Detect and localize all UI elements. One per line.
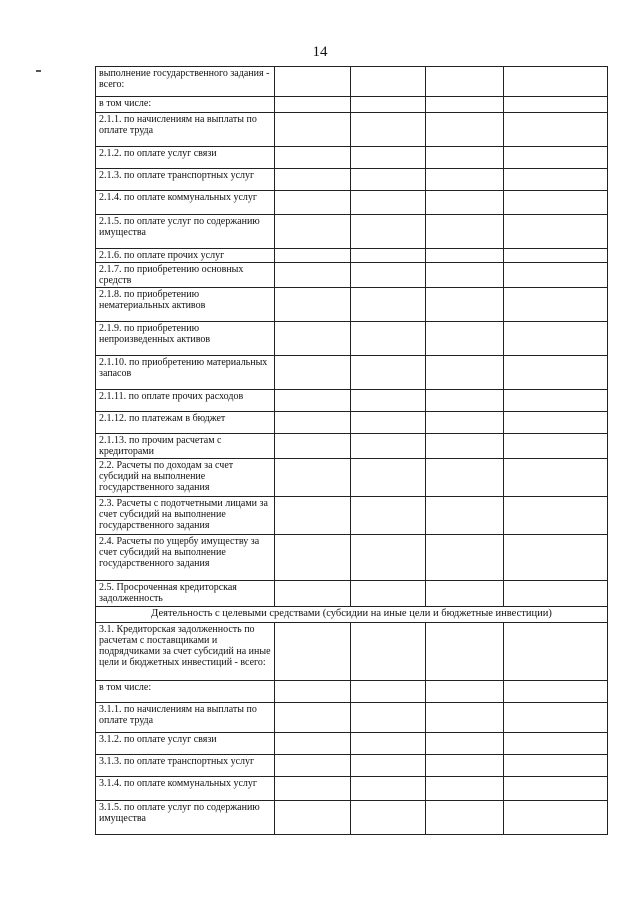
- row-label: 2.1.7. по приобретению основных средств: [96, 263, 275, 288]
- value-cell: [504, 263, 608, 288]
- table-row: [96, 459, 608, 497]
- value-cell: [426, 169, 504, 191]
- value-cell: [504, 288, 608, 322]
- value-cell: [504, 535, 608, 581]
- value-cell: [426, 322, 504, 356]
- value-cell: [351, 623, 426, 681]
- row-label: 3.1.5. по оплате услуг по содержанию имущества: [96, 801, 275, 835]
- table-row: [96, 288, 608, 322]
- value-cell: [275, 97, 351, 113]
- value-cell: [426, 434, 504, 459]
- value-cell: [504, 801, 608, 835]
- value-cell: [351, 113, 426, 147]
- value-cell: [351, 497, 426, 535]
- row-label: 2.4. Расчеты по ущербу имуществу за счет субсидий на выполнение государственного задания: [96, 535, 275, 581]
- value-cell: [504, 755, 608, 777]
- value-cell: [426, 535, 504, 581]
- table-row: [96, 497, 608, 535]
- row-label: 2.1.13. по прочим расчетам с кредиторами: [96, 434, 275, 459]
- value-cell: [275, 412, 351, 434]
- table-row: [96, 703, 608, 733]
- value-cell: [504, 703, 608, 733]
- row-label: 3.1.1. по начислениям на выплаты по оплате труда: [96, 703, 275, 733]
- value-cell: [351, 777, 426, 801]
- row-label: 2.1.9. по приобретению непроизведенных активов: [96, 322, 275, 356]
- value-cell: [426, 288, 504, 322]
- value-cell: [351, 169, 426, 191]
- value-cell: [504, 356, 608, 390]
- value-cell: [504, 191, 608, 215]
- table-row: [96, 434, 608, 459]
- table-row: [96, 356, 608, 390]
- value-cell: [426, 263, 504, 288]
- row-label: 2.3. Расчеты с подотчетными лицами за счет субсидий на выполнение государственного задания: [96, 497, 275, 535]
- value-cell: [426, 703, 504, 733]
- value-cell: [426, 733, 504, 755]
- value-cell: [351, 755, 426, 777]
- value-cell: [275, 681, 351, 703]
- value-cell: [426, 67, 504, 97]
- row-label: 2.1.3. по оплате транспортных услуг: [96, 169, 275, 191]
- value-cell: [275, 356, 351, 390]
- table-row: [96, 249, 608, 263]
- value-cell: [351, 681, 426, 703]
- value-cell: [351, 733, 426, 755]
- table-row: [96, 733, 608, 755]
- table-row: [96, 113, 608, 147]
- value-cell: [504, 113, 608, 147]
- value-cell: [426, 412, 504, 434]
- value-cell: [351, 322, 426, 356]
- value-cell: [275, 777, 351, 801]
- value-cell: [275, 288, 351, 322]
- row-label: 2.1.10. по приобретению материальных запасов: [96, 356, 275, 390]
- value-cell: [351, 703, 426, 733]
- value-cell: [504, 390, 608, 412]
- value-cell: [275, 67, 351, 97]
- value-cell: [426, 249, 504, 263]
- value-cell: [504, 581, 608, 607]
- table-row: [96, 322, 608, 356]
- value-cell: [504, 67, 608, 97]
- section-header: Деятельность с целевыми средствами (субсидии на иные цели и бюджетные инвестиции): [96, 607, 608, 623]
- table-row: [96, 215, 608, 249]
- value-cell: [351, 67, 426, 97]
- table-row: [96, 623, 608, 681]
- value-cell: [426, 97, 504, 113]
- value-cell: [426, 777, 504, 801]
- value-cell: [275, 801, 351, 835]
- value-cell: [426, 215, 504, 249]
- value-cell: [504, 434, 608, 459]
- table-row: [96, 191, 608, 215]
- value-cell: [504, 733, 608, 755]
- value-cell: [275, 623, 351, 681]
- value-cell: [351, 356, 426, 390]
- value-cell: [504, 97, 608, 113]
- value-cell: [351, 191, 426, 215]
- row-label: 3.1.4. по оплате коммунальных услуг: [96, 777, 275, 801]
- value-cell: [275, 191, 351, 215]
- value-cell: [504, 777, 608, 801]
- table-row: [96, 390, 608, 412]
- row-label: 3.1.3. по оплате транспортных услуг: [96, 755, 275, 777]
- value-cell: [275, 249, 351, 263]
- value-cell: [426, 390, 504, 412]
- row-label: 2.1.11. по оплате прочих расходов: [96, 390, 275, 412]
- value-cell: [275, 169, 351, 191]
- value-cell: [504, 249, 608, 263]
- table-row: [96, 97, 608, 113]
- table-row: [96, 169, 608, 191]
- value-cell: [426, 497, 504, 535]
- value-cell: [351, 412, 426, 434]
- value-cell: [504, 412, 608, 434]
- value-cell: [504, 497, 608, 535]
- value-cell: [351, 434, 426, 459]
- table-row: [96, 147, 608, 169]
- value-cell: [426, 681, 504, 703]
- value-cell: [504, 681, 608, 703]
- table-row: [96, 67, 608, 97]
- value-cell: [275, 535, 351, 581]
- value-cell: [275, 215, 351, 249]
- table-row: [96, 801, 608, 835]
- row-label: выполнение государственного задания - всего:: [96, 67, 275, 97]
- value-cell: [275, 322, 351, 356]
- value-cell: [351, 801, 426, 835]
- value-cell: [426, 581, 504, 607]
- table-row: [96, 412, 608, 434]
- value-cell: [504, 169, 608, 191]
- value-cell: [351, 147, 426, 169]
- value-cell: [275, 390, 351, 412]
- value-cell: [351, 288, 426, 322]
- report-table: [95, 66, 608, 835]
- value-cell: [351, 97, 426, 113]
- row-label: 2.1.6. по оплате прочих услуг: [96, 249, 275, 263]
- value-cell: [275, 434, 351, 459]
- row-label: 2.1.2. по оплате услуг связи: [96, 147, 275, 169]
- row-label: 3.1. Кредиторская задолженность по расчетам с поставщиками и подрядчиками за счет субсидий на иные цели и бюджетных инвестиций - всего:: [96, 623, 275, 681]
- row-label: 2.1.8. по приобретению нематериальных активов: [96, 288, 275, 322]
- margin-mark: [36, 70, 41, 72]
- value-cell: [351, 535, 426, 581]
- value-cell: [426, 755, 504, 777]
- value-cell: [351, 215, 426, 249]
- row-label: в том числе:: [96, 97, 275, 113]
- value-cell: [426, 191, 504, 215]
- value-cell: [426, 801, 504, 835]
- value-cell: [504, 322, 608, 356]
- value-cell: [275, 147, 351, 169]
- table-row: [96, 755, 608, 777]
- row-label: 2.1.5. по оплате услуг по содержанию имущества: [96, 215, 275, 249]
- table-row: [96, 535, 608, 581]
- value-cell: [275, 459, 351, 497]
- value-cell: [275, 755, 351, 777]
- section-header-row: [96, 607, 608, 623]
- value-cell: [504, 215, 608, 249]
- value-cell: [351, 390, 426, 412]
- value-cell: [426, 623, 504, 681]
- row-label: 2.1.12. по платежам в бюджет: [96, 412, 275, 434]
- value-cell: [426, 459, 504, 497]
- value-cell: [275, 703, 351, 733]
- value-cell: [504, 459, 608, 497]
- row-label: 2.5. Просроченная кредиторская задолженность: [96, 581, 275, 607]
- table-row: [96, 681, 608, 703]
- table-row: [96, 263, 608, 288]
- value-cell: [426, 147, 504, 169]
- value-cell: [351, 459, 426, 497]
- value-cell: [351, 263, 426, 288]
- value-cell: [275, 733, 351, 755]
- row-label: в том числе:: [96, 681, 275, 703]
- value-cell: [275, 497, 351, 535]
- value-cell: [504, 147, 608, 169]
- page-number: 14: [312, 44, 328, 60]
- value-cell: [504, 623, 608, 681]
- row-label: 2.2. Расчеты по доходам за счет субсидий на выполнение государственного задания: [96, 459, 275, 497]
- value-cell: [426, 113, 504, 147]
- value-cell: [351, 581, 426, 607]
- value-cell: [275, 113, 351, 147]
- table-row: [96, 581, 608, 607]
- row-label: 3.1.2. по оплате услуг связи: [96, 733, 275, 755]
- value-cell: [351, 249, 426, 263]
- table-row: [96, 777, 608, 801]
- value-cell: [426, 356, 504, 390]
- value-cell: [275, 581, 351, 607]
- value-cell: [275, 263, 351, 288]
- row-label: 2.1.4. по оплате коммунальных услуг: [96, 191, 275, 215]
- row-label: 2.1.1. по начислениям на выплаты по оплате труда: [96, 113, 275, 147]
